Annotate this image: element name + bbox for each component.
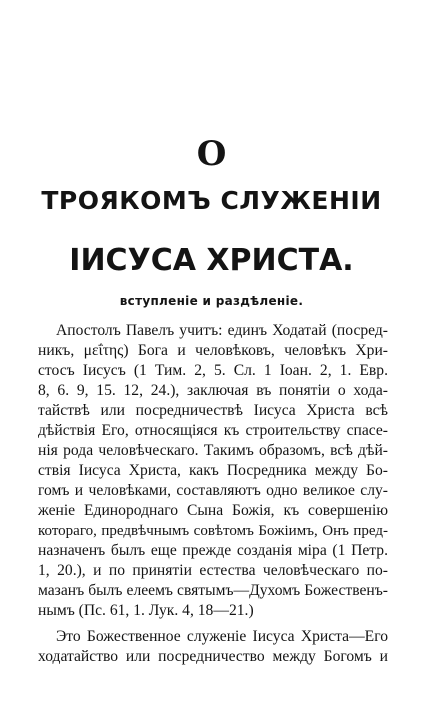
section-subheading: вступленіе и раздѣленіе. [119, 294, 304, 308]
text-line: нія рода человѣческаго. Такимъ образомъ, всѣ дѣй- [38, 442, 388, 459]
text-line: женіе Единороднаго Сына Божія, къ совершенію [38, 502, 388, 519]
text-line: гомъ и человѣками, составляютъ одно великое слу- [38, 482, 388, 499]
text-line: Апостолъ Павелъ учитъ: единъ Ходатай (посред- [56, 322, 388, 339]
text-line: назначенъ былъ еще прежде созданія міра (1 Петр. [38, 542, 388, 559]
text-line: тайствѣ или посредничествѣ Іисуса Христа всѣ [38, 402, 388, 419]
title-line-1: О [196, 134, 227, 174]
text-line: 1, 20.), и по принятіи естества человѣческаго по- [38, 562, 388, 579]
text-line: ходатайство или посредничество между Богомъ и [38, 648, 388, 665]
text-line: котораго, предвѣчнымъ совѣтомъ Божіимъ, Онъ пред- [38, 523, 388, 539]
title-line-2: ТРОЯКОМЪ СЛУЖЕНІИ [41, 186, 382, 215]
text-line: мазанъ былъ елеемъ святымъ—Духомъ Божественъ- [38, 582, 388, 599]
text-line: стосъ Іисусъ (1 Тим. 2, 5. Сл. 1 Іоан. 2, 1. Евр. [38, 362, 388, 379]
title-line-3: ІИСУСА ХРИСТА. [69, 243, 354, 278]
text-line: ствія Іисуса Христа, какъ Посредника между Бо- [38, 462, 388, 479]
text-line: нымъ (Пс. 61, 1. Лук. 4, 18—21.) [38, 602, 254, 619]
text-line: Это Божественное служеніе Іисуса Христа—Его [56, 628, 388, 645]
text-line: никъ, μεΐτης) Бога и человѣковъ, человѣкъ Хри- [38, 342, 388, 359]
text-line: 8, 6. 9, 15. 12, 24.), заключая въ понятіи о хода- [38, 382, 388, 399]
text-line: дѣйствія Его, относящіяся къ строительству спасе- [38, 422, 388, 439]
